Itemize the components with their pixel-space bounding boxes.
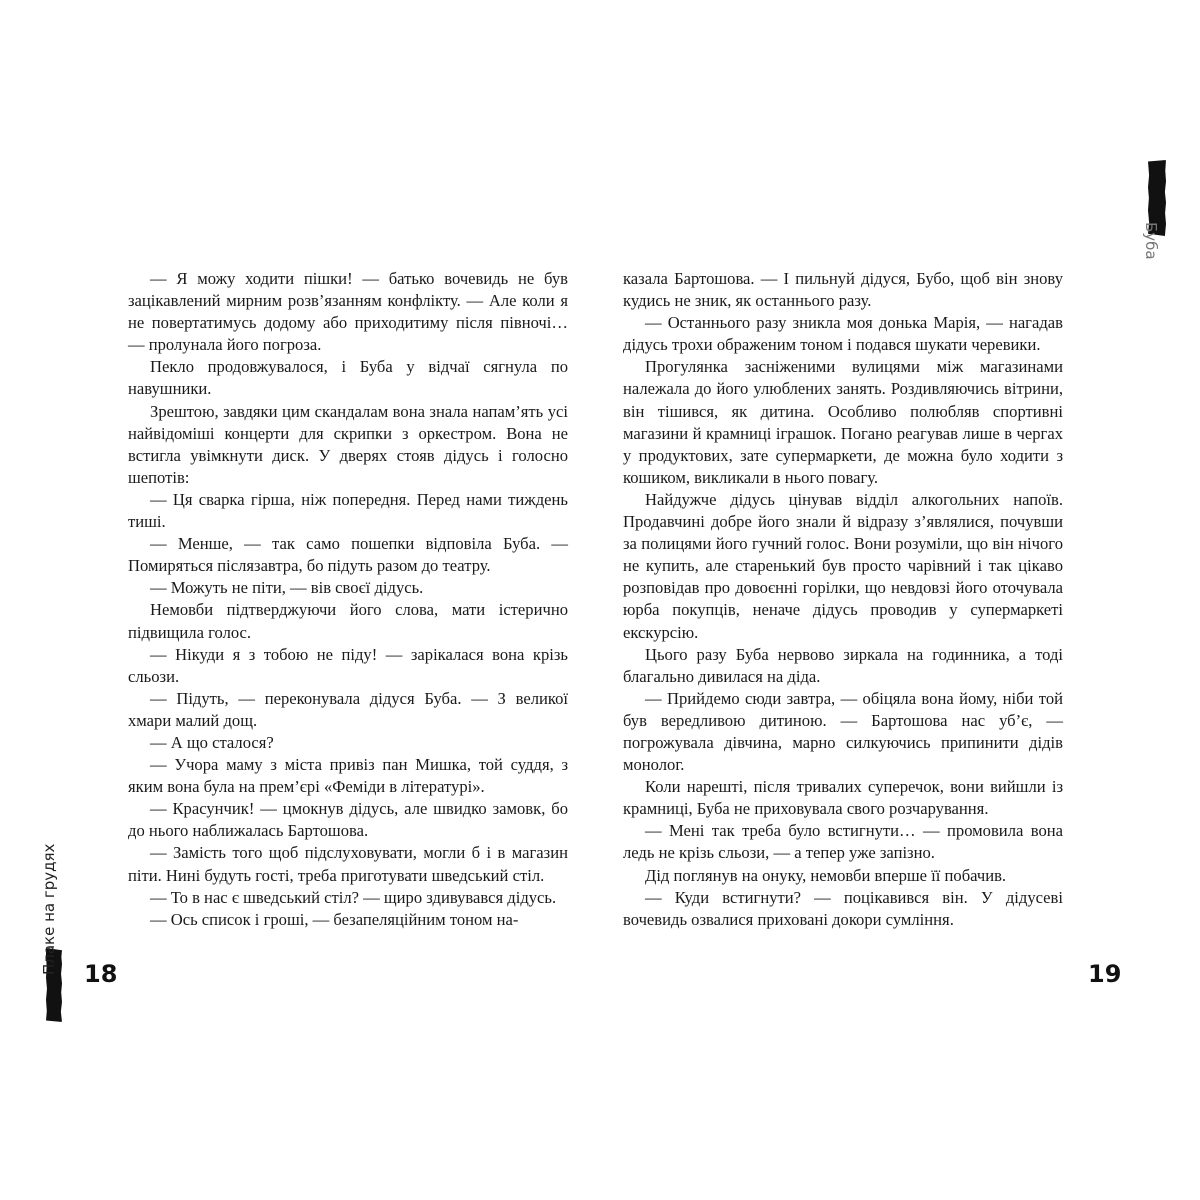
- paragraph: — Красунчик! — цмокнув дідусь, але швидко замовк, бо до нього наближалась Бартошова.: [128, 799, 568, 841]
- paragraph: — Ось список і гроші, — безапеляційним тоном на-: [150, 909, 519, 929]
- right-page-text: [623, 268, 1063, 931]
- paragraph: Пекло продовжувалося, і Буба у відчаї сягнула по навушники.: [128, 357, 568, 399]
- paragraph: — Можуть не піти, — вів своєї дідусь.: [150, 578, 424, 598]
- paragraph: казала Бартошова. — І пильнуй дідуся, Бубо, щоб він знову кудись не зник, як останнього разу.: [623, 269, 1063, 311]
- paragraph: Коли нарешті, після тривалих суперечок, вони вийшли із крамниці, Буба не приховувала свого розчарування.: [623, 777, 1063, 819]
- paragraph: — Менше, — так само пошепки відповіла Буба. — Помиряться післязавтра, бо підуть разом до театру.: [128, 534, 568, 576]
- paragraph: Найдужче дідусь цінував відділ алкогольних напоїв. Продавчині добре його знали й відразу з’являлися, почувши за полицями його гучний голос. Вони розуміли, що він нічого не купить, але старенький був просто чарівний і так цікаво розповідав про довоєнні горілки, що невдовзі його оточувала юрба покупців, неначе дідусь проводив у супермаркеті екскурсію.: [623, 489, 1063, 642]
- paragraph: Зрештою, завдяки цим скандалам вона знала напам’ять усі найвідоміші концерти для скрипки з оркестром. Вона не встигла увімкнути диск. У дверях стояв дідусь і голосно шепотів:: [128, 401, 568, 487]
- paragraph: — А що сталося?: [150, 732, 274, 752]
- running-head-right: Буба: [1142, 222, 1160, 260]
- paragraph: Прогулянка засніженими вулицями між магазинами належала до його улюблених занять. Роздивляючись вітрини, він тішився, як дитина. Особливо полюбляв спортивні магазини й крамниці іграшок. Погано реагував лише в чергах у продуктових, зате супермаркети, де можна було ходити з кошиком, викликали в нього повагу.: [623, 357, 1063, 487]
- left-page-text: [128, 268, 568, 931]
- paragraph: Дід поглянув на онуку, немовби вперше її побачив.: [645, 865, 1007, 885]
- paragraph: — Ця сварка гірша, ніж попередня. Перед нами тиждень тиші.: [128, 489, 568, 532]
- paragraph: — Прийдемо сюди завтра, — обіцяла вона йому, ніби той був вередливою дитиною. — Бартошова нас уб’є, — погрожувала дівчина, марно силкуючись припинити дідів монолог.: [623, 688, 1063, 775]
- page-number-right: 19: [1088, 960, 1122, 988]
- paragraph: — Підуть, — переконувала дідуся Буба. — З великої хмари малий дощ.: [128, 688, 568, 730]
- paragraph: — Замість того щоб підслуховувати, могли б і в магазин піти. Нині будуть гості, треба приготувати шведський стіл.: [128, 843, 568, 885]
- paragraph: — Учора маму з міста привіз пан Мишка, той суддя, з яким вона була на прем’єрі «Феміди в літературі».: [128, 755, 568, 797]
- paragraph: — Куди встигнути? — поцікавився він. У дідусеві вочевидь озвалися приховані докори сумління.: [623, 887, 1063, 929]
- paragraph: — Нікуди я з тобою не піду! — зарікалася вона крізь сльози.: [128, 644, 568, 686]
- paragraph: — Я можу ходити пішки! — батько вочевидь не був зацікавлений мирним розв’язанням конфлікту. — Але коли я не повертатимусь додому або приходитиму після півночі… — пролунала його погроза.: [128, 269, 568, 355]
- paragraph: — То в нас є шведський стіл? — щиро здивувався дідусь.: [150, 887, 557, 907]
- page-number-left: 18: [84, 960, 118, 988]
- paragraph: Немовби підтверджуючи його слова, мати істерично підвищила голос.: [128, 600, 568, 642]
- paragraph: Цього разу Буба нервово зиркала на годинника, а тоді благально дивилася на діда.: [623, 644, 1063, 686]
- paragraph: — Останнього разу зникла моя донька Марія, — нагадав дідусь трохи ображеним тоном і подався шукати черевики.: [623, 313, 1063, 355]
- running-head-left: Плаке на грудях: [40, 843, 58, 975]
- paragraph: — Мені так треба було встигнути… — промовила вона ледь не крізь сльози, — а тепер уже запізно.: [623, 821, 1063, 863]
